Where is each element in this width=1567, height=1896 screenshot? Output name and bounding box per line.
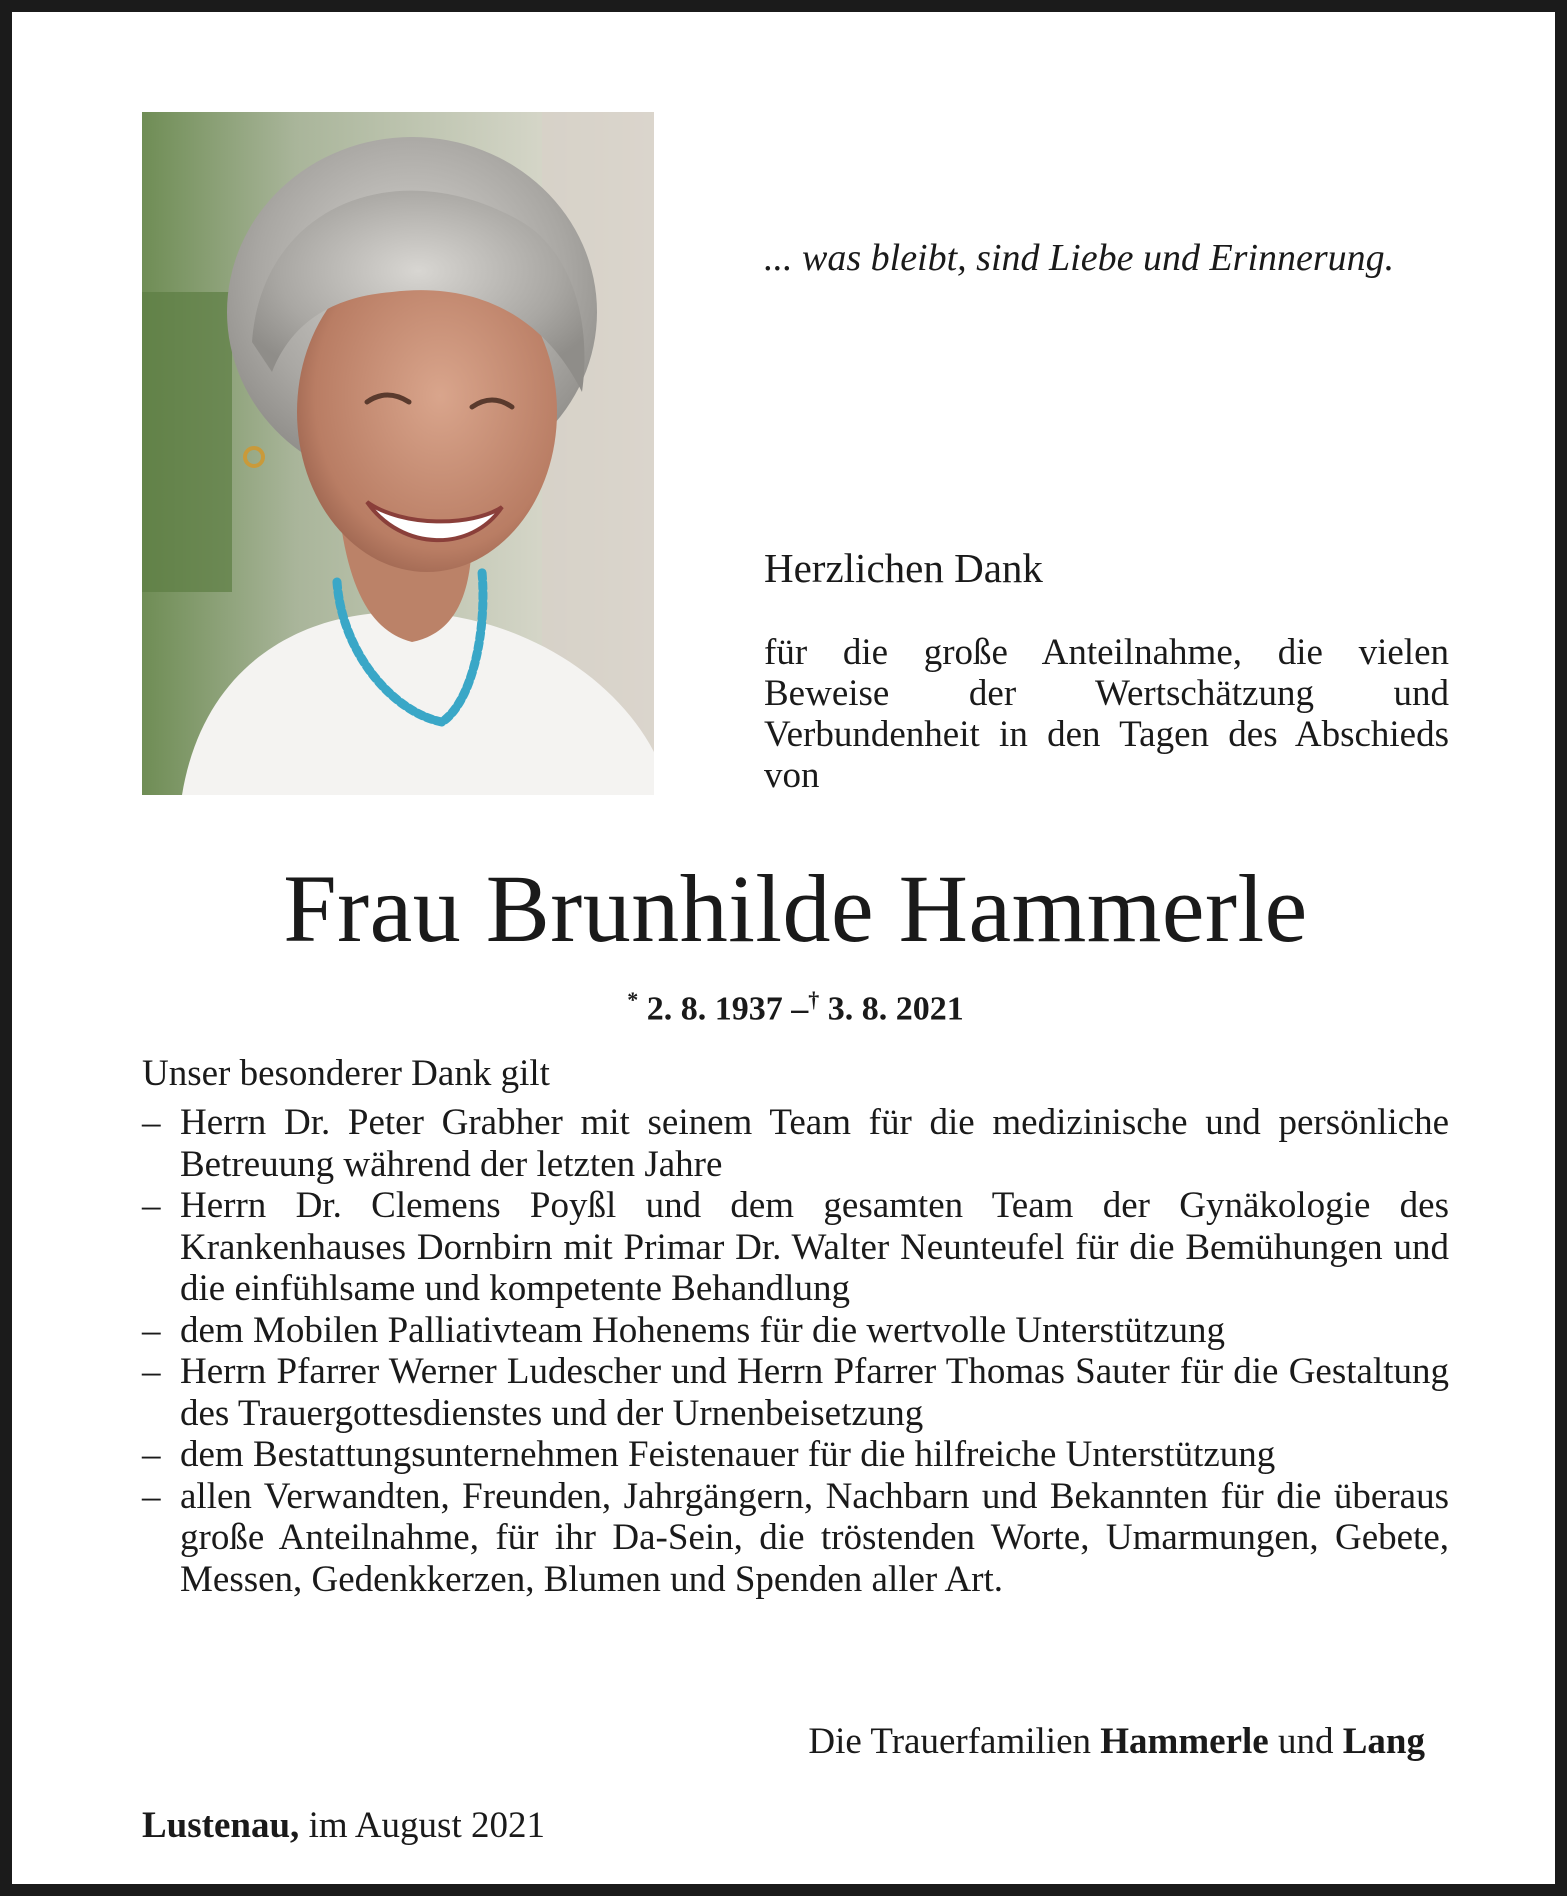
thanks-text: für die große Anteilnahme, die vielen Beweise der Wertschätzung und Verbundenheit in den Tagen des Abschieds von — [764, 632, 1449, 796]
list-item — [142, 1351, 1449, 1434]
special-thanks-intro: Unser besonderer Dank gilt — [142, 1053, 550, 1094]
deceased-name: Frau Brunhilde Hammerle — [283, 855, 1308, 962]
list-item-text: dem Mobilen Palliativteam Hohenems für die wertvolle Unterstützung — [180, 1309, 1225, 1351]
signature-conjunction: und — [1277, 1721, 1334, 1762]
birth-symbol: * — [627, 987, 639, 1012]
family-name-hammerle: Hammerle — [1100, 1721, 1269, 1762]
list-item — [142, 1310, 1449, 1352]
death-symbol: † — [808, 987, 820, 1012]
list-item-text: Herrn Pfarrer Werner Ludescher und Herrn Pfarrer Thomas Sauter für die Gestaltung des Trauergottesdienstes und der Urnenbeisetzung — [180, 1351, 1449, 1434]
special-thanks-list — [142, 1102, 1449, 1600]
motto-quote: ... was bleibt, sind Liebe und Erinnerung. — [764, 237, 1395, 279]
list-item-text: dem Bestattungsunternehmen Feistenauer für die hilfreiche Unterstützung — [180, 1434, 1276, 1475]
list-dash: – — [142, 1351, 161, 1392]
list-item — [142, 1434, 1449, 1476]
list-dash: – — [142, 1475, 161, 1517]
list-dash: – — [142, 1102, 161, 1143]
list-item — [142, 1476, 1449, 1601]
date-separator: – — [791, 990, 809, 1028]
life-dates — [12, 978, 1567, 1031]
list-item — [142, 1102, 1449, 1185]
list-dash: – — [142, 1185, 161, 1226]
list-item-text: allen Verwandten, Freunden, Jahrgängern, Nachbarn und Bekannten für die überaus große Anteilnahme, für ihr Da-Sein, die tröstenden Worte, Umarmungen, Gebete, Messen, Gedenkkerzen, Blumen und Spenden aller Art. — [180, 1475, 1449, 1600]
thanks-heading: Herzlichen Dank — [764, 545, 1043, 591]
list-item-text: Herrn Dr. Clemens Poyßl und dem gesamten Team der Gynäkologie des Krankenhauses Dornbirn mit Primar Dr. Walter Neunteufel für die Bemühungen und die einfühlsame und kompetente Behandlung — [180, 1185, 1449, 1309]
signature — [808, 1720, 1425, 1764]
place-and-date — [142, 1804, 545, 1848]
place-city: Lustenau, — [142, 1805, 300, 1846]
family-name-lang: Lang — [1342, 1721, 1425, 1762]
birth-date: 2. 8. 1937 — [646, 990, 783, 1028]
list-item — [142, 1185, 1449, 1310]
place-date: im August 2021 — [308, 1805, 545, 1846]
portrait-photo — [142, 112, 654, 795]
list-item-text: Herrn Dr. Peter Grabher mit seinem Team für die medizinische und persönliche Betreuung während der letzten Jahre — [180, 1102, 1449, 1185]
death-date: 3. 8. 2021 — [827, 990, 964, 1028]
list-dash: – — [142, 1434, 161, 1475]
signature-prefix: Die Trauerfamilien — [808, 1721, 1091, 1762]
list-dash: – — [142, 1309, 161, 1351]
